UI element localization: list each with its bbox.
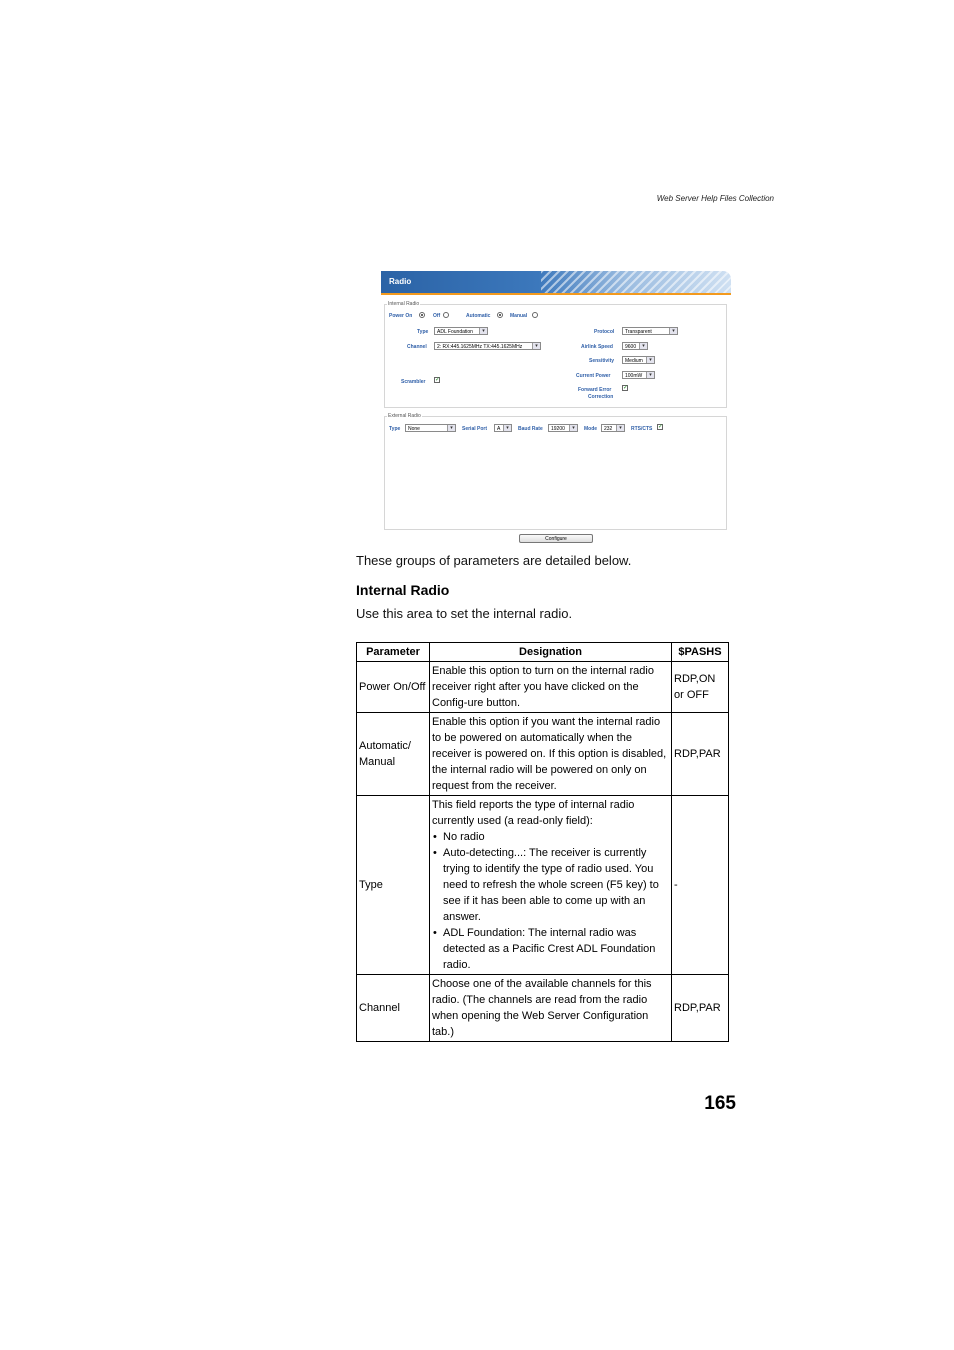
fec-label-line2: Correction (588, 394, 614, 400)
header-designation: Designation (430, 643, 672, 662)
page-number: 165 (704, 1093, 736, 1114)
channel-select[interactable] (434, 342, 541, 350)
chevron-down-icon: ▾ (669, 328, 677, 334)
parameter-table (356, 642, 729, 1042)
row-pashs: RDP,ON or OFF (672, 662, 729, 713)
chevron-down-icon: ▾ (479, 328, 487, 334)
fec-label-line1: Forward Error (578, 387, 612, 393)
type-label: Type (417, 329, 429, 335)
internal-radio-group (384, 304, 727, 408)
off-radio[interactable] (443, 312, 449, 318)
row-pashs: - (672, 796, 729, 975)
current-power-select[interactable] (622, 371, 655, 379)
airlink-speed-label: Airlink Speed (581, 344, 613, 350)
protocol-select-value: Transparent (625, 329, 652, 335)
table-row (357, 796, 729, 975)
current-power-value: 100mW (625, 373, 643, 379)
list-item: • ADL Foundation: The internal radio was detected as a Pacific Crest ADL Foundation radio. (432, 925, 669, 973)
row-pashs: RDP,PAR (672, 975, 729, 1042)
table-header-row (357, 643, 729, 662)
serial-port-select[interactable] (494, 424, 512, 432)
header-pashs: $PASHS (672, 643, 729, 662)
mode-value: 232 (604, 426, 613, 432)
header-decoration (541, 271, 731, 295)
chevron-down-icon: ▾ (569, 425, 577, 431)
baud-rate-value: 19200 (551, 426, 565, 432)
scrambler-checkbox[interactable]: ✓ (435, 377, 441, 383)
sensitivity-label: Sensitivity (589, 358, 615, 364)
rts-cts-checkbox[interactable]: ✓ (658, 424, 664, 430)
intro-paragraph: These groups of parameters are detailed below. (356, 553, 632, 568)
protocol-select[interactable] (622, 327, 678, 335)
row-designation: Enable this option to turn on the internal radio receiver right after you have clicked on the Config-ure button. (430, 662, 672, 713)
chevron-down-icon: ▾ (447, 425, 455, 431)
section-paragraph: Use this area to set the internal radio. (356, 606, 573, 621)
ext-type-select[interactable] (405, 424, 456, 432)
rts-cts-label: RTS/CTS (631, 426, 653, 432)
header-parameter: Parameter (357, 643, 430, 662)
section-heading: Internal Radio (356, 582, 450, 598)
ext-type-value: None (408, 426, 420, 432)
chevron-down-icon: ▾ (646, 372, 654, 378)
sensitivity-select[interactable] (622, 356, 655, 364)
sensitivity-value: Medium (625, 358, 643, 364)
external-radio-legend: External Radio (388, 413, 421, 419)
mode-select[interactable] (601, 424, 625, 432)
power-on-radio[interactable] (419, 312, 425, 318)
protocol-label: Protocol (594, 329, 615, 335)
row-parameter: Type (357, 796, 430, 975)
row-parameter: Power On/Off (357, 662, 430, 713)
row-pashs: RDP,PAR (672, 713, 729, 796)
airlink-speed-select[interactable] (622, 342, 648, 350)
internal-radio-legend: Internal Radio (388, 301, 420, 307)
automatic-label: Automatic (466, 313, 491, 319)
current-power-label: Current Power (576, 373, 611, 379)
row-designation: Enable this option if you want the internal radio to be powered on automatically when the receiver is powered on. If this option is disabled, the internal radio will be powered on only on request from the receiver. (430, 713, 672, 796)
chevron-down-icon: ▾ (503, 425, 511, 431)
chevron-down-icon: ▾ (639, 343, 647, 349)
channel-label: Channel (407, 344, 427, 350)
table-row (357, 662, 729, 713)
chevron-down-icon: ▾ (532, 343, 540, 349)
baud-rate-label: Baud Rate (518, 426, 543, 432)
header-orange-stripe (381, 293, 731, 295)
serial-port-label: Serial Port (462, 426, 488, 432)
row-designation: Choose one of the available channels for this radio. (The channels are read from the radio when opening the Web Server Configuration tab.) (430, 975, 672, 1042)
power-on-label: Power On (389, 313, 413, 319)
type-select[interactable] (434, 327, 488, 335)
baud-rate-select[interactable] (548, 424, 578, 432)
mode-label: Mode (584, 426, 598, 432)
type-select-value: ADL Foundation (437, 329, 473, 335)
row-designation-intro: This field reports the type of internal radio currently used (a read-only field): (432, 799, 635, 827)
channel-select-value: 2: RX:445.1625MHz TX:445.1625MHz (437, 344, 523, 350)
radio-panel-title: Radio (389, 277, 412, 286)
table-row (357, 975, 729, 1042)
automatic-radio[interactable] (497, 312, 503, 318)
designation-bullet-list (432, 829, 669, 973)
manual-radio[interactable] (532, 312, 538, 318)
fec-checkbox[interactable]: ✓ (623, 385, 629, 391)
radio-panel-header (381, 271, 731, 295)
chevron-down-icon: ▾ (616, 425, 624, 431)
list-item: • No radio (432, 829, 669, 845)
radio-screenshot (381, 271, 731, 546)
manual-label: Manual (510, 313, 528, 319)
external-radio-group (384, 416, 727, 530)
row-parameter: Automatic/ Manual (357, 713, 430, 796)
ext-type-label: Type (389, 426, 401, 432)
airlink-speed-value: 9600 (625, 344, 637, 350)
list-item: • Auto-detecting...: The receiver is currently trying to identify the type of radio used. You need to refresh the whole screen (F5 key) to see if it has been able to come up with an answer. (432, 845, 669, 925)
row-parameter: Channel (357, 975, 430, 1042)
table-row (357, 713, 729, 796)
serial-port-value: A (497, 426, 501, 432)
configure-button[interactable]: Configure (519, 534, 593, 543)
off-label: Off (433, 313, 441, 319)
chevron-down-icon: ▾ (646, 357, 654, 363)
running-header: Web Server Help Files Collection (656, 194, 774, 203)
scrambler-label: Scrambler (401, 379, 426, 385)
row-designation (430, 796, 672, 975)
